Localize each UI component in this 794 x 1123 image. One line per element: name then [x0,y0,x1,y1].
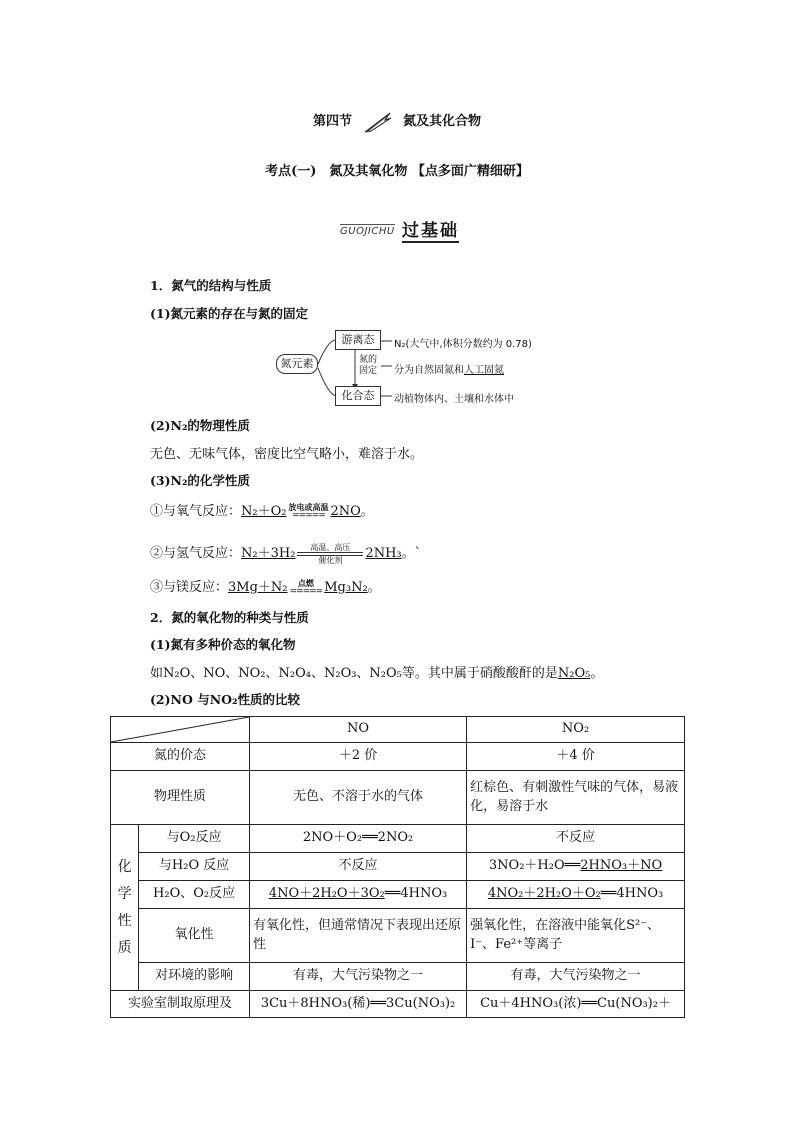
table-row [111,743,685,771]
row-label: 对环境的影响 [139,963,250,991]
row-label: 与H₂O 反应 [139,853,250,881]
quill-icon [363,111,393,133]
reaction-magnesium: ③与镁反应：3Mg＋N₂ 点燃 ===== Mg₃N₂。 [150,578,381,597]
cell-no: 3Cu＋8HNO₃(稀)══3Cu(NO₃)₂ [250,991,467,1018]
oxides-list: 如N₂O、NO、NO₂、N₂O₄、N₂O₃、N₂O₅等。其中属于硝酸酸酐的是N₂O₅。 [150,666,604,681]
reaction-hydrogen: ②与氢气反应：N₂＋3H₂ 高温、高压 催化剂 2NH₃。` [150,542,422,565]
diagonal-header-cell [111,717,250,743]
guojichu-banner [340,216,490,244]
cell-no: 不反应 [250,853,467,881]
banner-pinyin: GUOJICHU [340,226,395,237]
row-label: 氮的价态 [111,743,250,771]
cell-no: 有毒，大气污染物之一 [250,963,467,991]
diagram-root-node: 氮元素 [276,354,318,374]
diagram-free-node: 游离态 [335,330,381,350]
kaodian-heading: 考点(一) 氮及其氧化物 【点多面广精细研】 [265,164,529,179]
cell-no2: ＋4 价 [467,743,685,771]
diagram-note-free: N₂(大气中,体积分数约为 0.78) [394,339,532,350]
physical-properties: 无色、无味气体，密度比空气略小，难溶于水。 [150,447,424,462]
cell-no2: 强氧化性，在溶液中能氧化S²⁻、I⁻、Fe²⁺等离子 [467,909,685,963]
diagonal-line [111,717,249,742]
cell-no: 4NO＋2H₂O＋3O₂══4HNO₃ [250,881,467,909]
section1-sub2: (2)N₂的物理性质 [150,418,250,433]
table-row [111,909,685,963]
section1-sub3: (3)N₂的化学性质 [150,473,250,488]
diagram-note-combined: 动植物体内、土壤和水体中 [394,394,514,405]
row-label: 氧化性 [139,909,250,963]
comparison-table [110,716,685,1018]
table-row [111,963,685,991]
section1-heading: 1．氮气的结构与性质 [150,278,272,293]
cell-no: 2NO＋O₂══2NO₂ [250,825,467,853]
cell-no2: 4NO₂＋2H₂O＋O₂══4HNO₃ [467,881,685,909]
table-row [111,881,685,909]
diagram-note-fixation: 分为自然固氮和人工固氮 [394,365,504,376]
cell-no: 无色、不溶于水的气体 [250,771,467,825]
section2-heading: 2．氮的氧化物的种类与性质 [150,610,309,625]
section-number: 第四节 [312,114,352,129]
table-row [111,771,685,825]
diagram-combined-node: 化合态 [335,386,381,406]
table-header-row [111,717,685,743]
section2-sub1: (1)氮有多种价态的氧化物 [150,637,296,652]
cell-no2: 3NO₂＋H₂O══2HNO₃＋NO [467,853,685,881]
cell-no: 有氧化性，但通常情况下表现出还原性 [250,909,467,963]
section1-sub1: (1)氮元素的存在与氮的固定 [150,306,309,321]
table-row [111,853,685,881]
cell-no2: 不反应 [467,825,685,853]
row-label: 物理性质 [111,771,250,825]
chem-properties-label: 化学性质 [111,825,139,991]
section2-sub2: (2)NO 与NO₂性质的比较 [150,692,300,707]
reaction-oxygen: ①与氧气反应：N₂＋O₂ 放电或高温 ===== 2NO。 [150,502,374,521]
section-title [0,110,794,133]
header-no: NO [250,717,467,743]
header-no2: NO₂ [467,717,685,743]
row-label: 实验室制取原理及 [111,991,250,1018]
cell-no: ＋2 价 [250,743,467,771]
section-name: 氮及其化合物 [403,114,482,129]
row-label: H₂O、O₂反应 [139,881,250,909]
diagram-fixation-label: 氮的 固定 [359,355,378,376]
cell-no2: 红棕色、有刺激性气味的气体，易液化，易溶于水 [467,771,685,825]
banner-title: 过基础 [402,216,459,243]
table-row [111,825,685,853]
table-row [111,991,685,1018]
cell-no2: 有毒，大气污染物之一 [467,963,685,991]
cell-no2: Cu＋4HNO₃(浓)══Cu(NO₃)₂＋ [467,991,685,1018]
row-label: 与O₂反应 [139,825,250,853]
